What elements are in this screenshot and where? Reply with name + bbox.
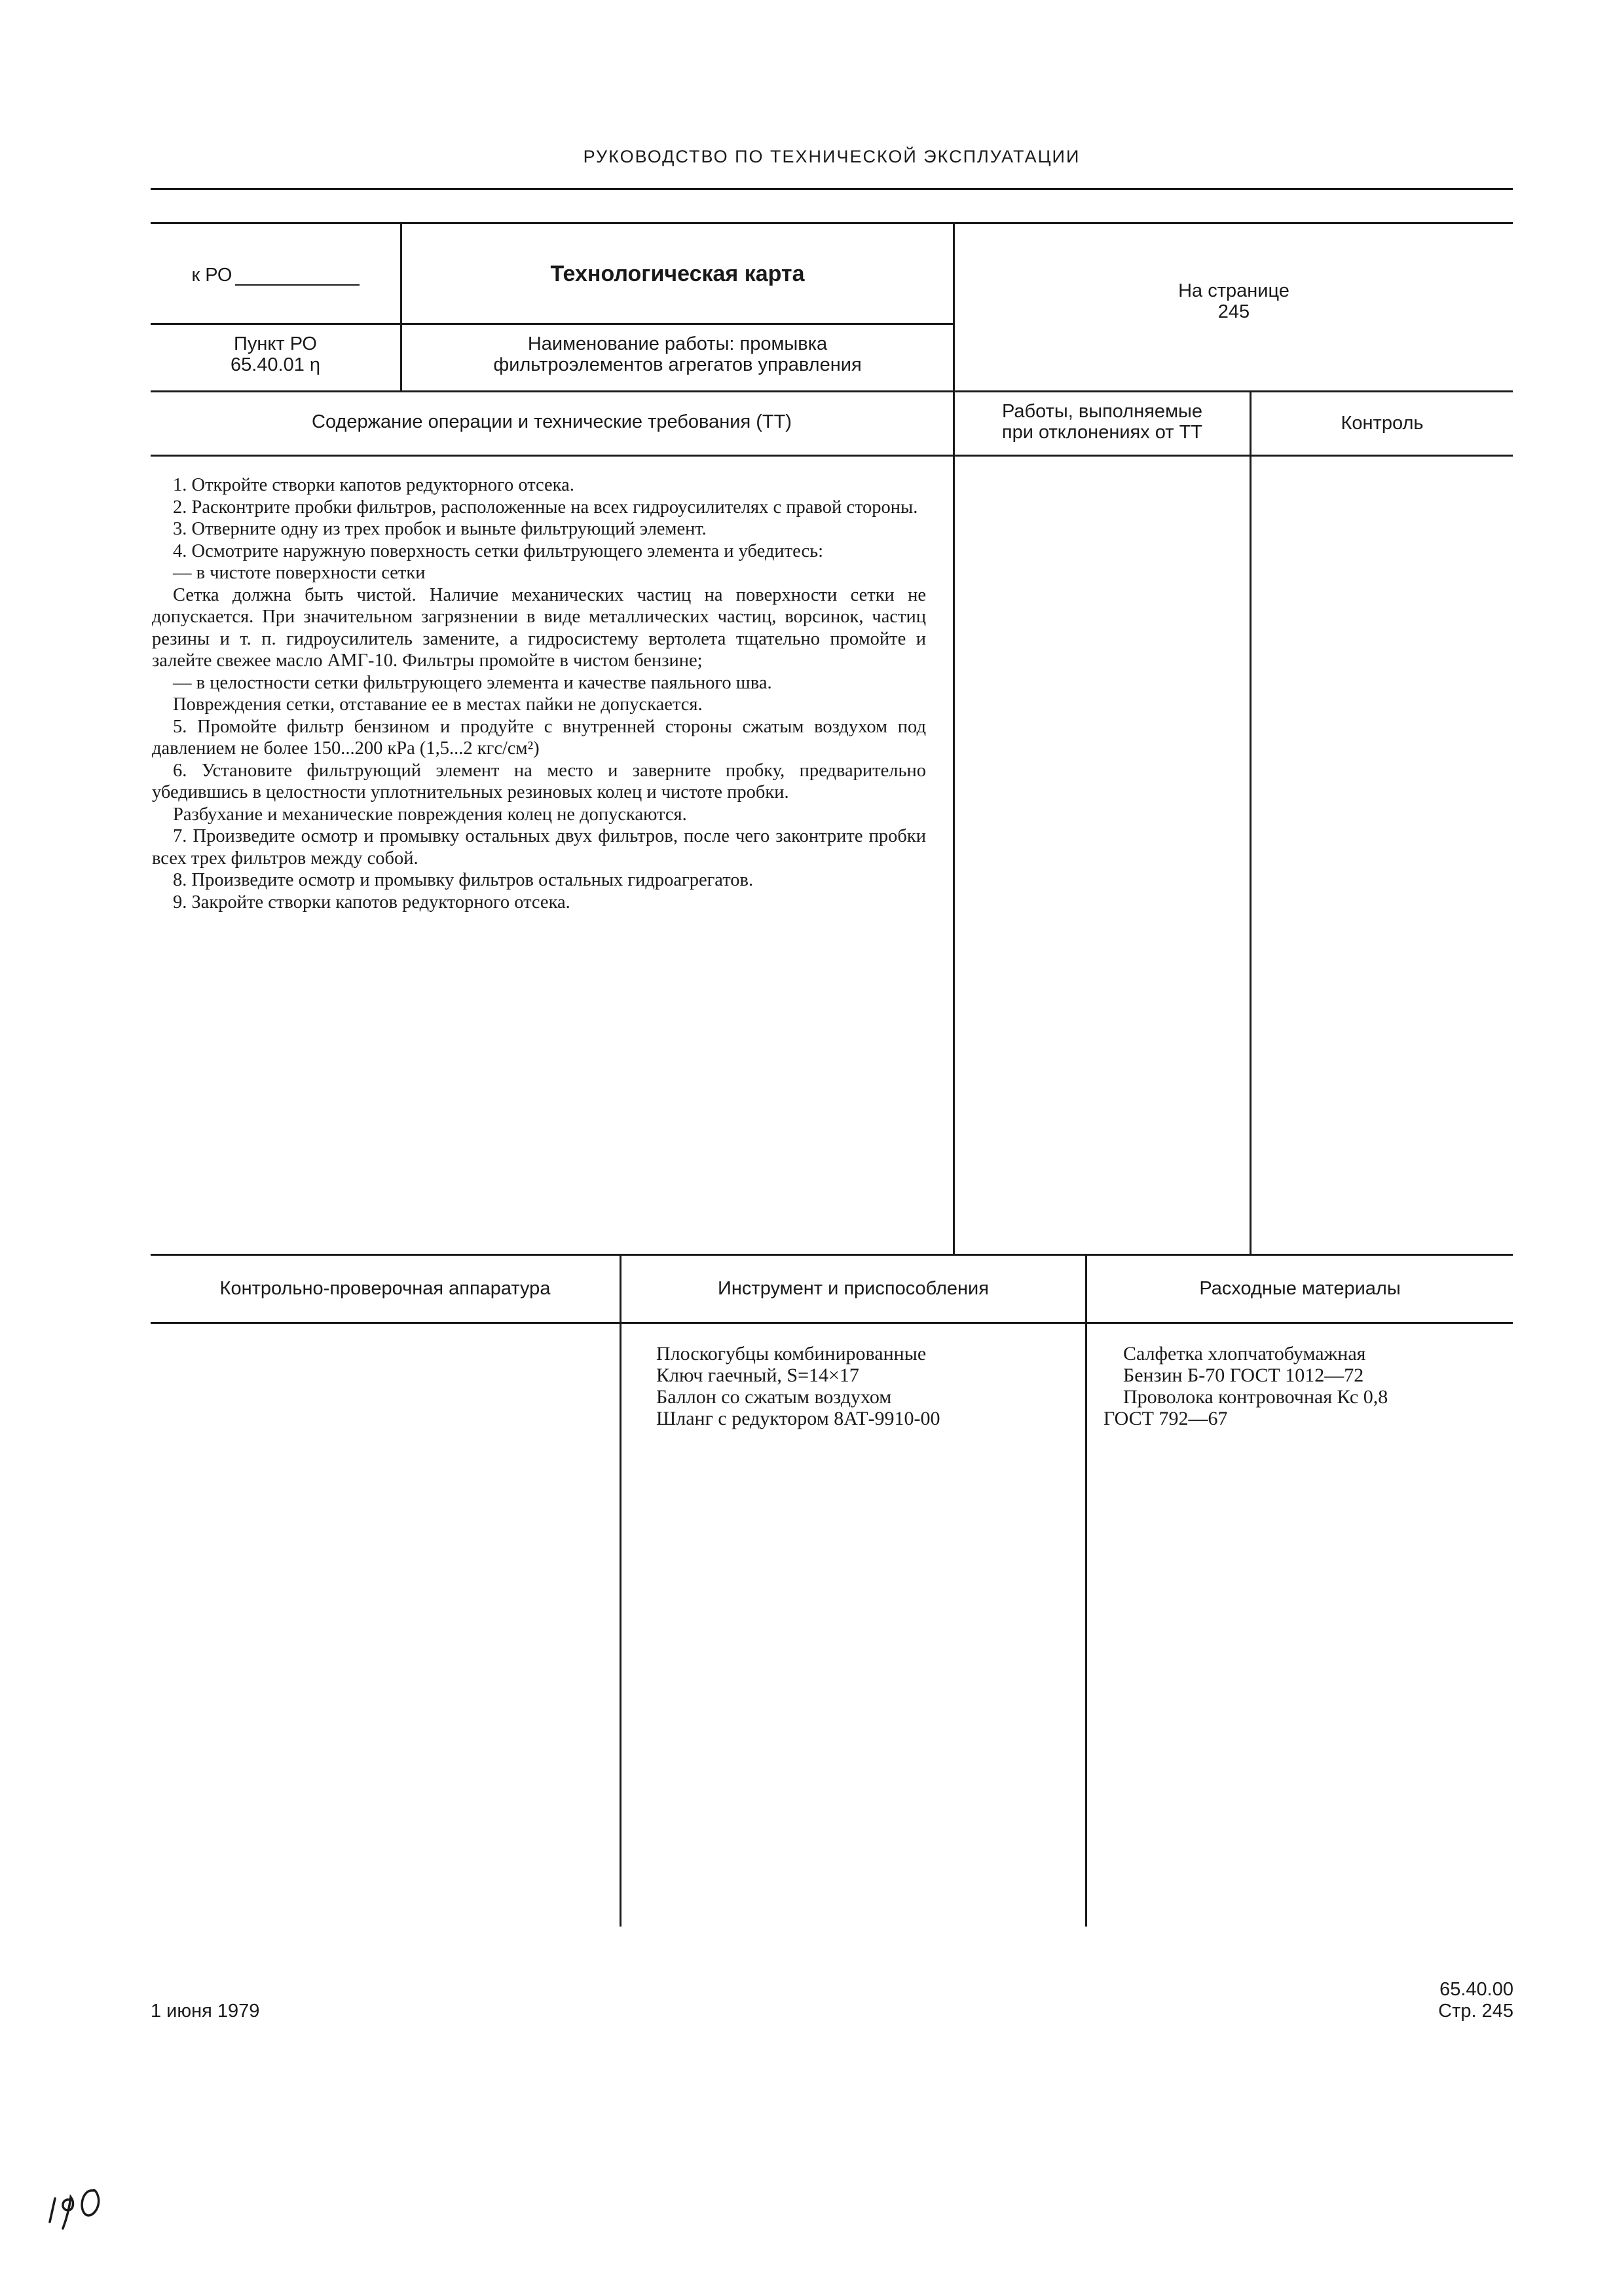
tool-item: Ключ гаечный, S=14×17 [656,1364,859,1386]
handwritten-mark-drawing [41,2174,113,2236]
handwritten-page-mark [41,2174,113,2236]
material-item: ГОСТ 792—67 [1103,1408,1228,1429]
step-9: 9. Закройте створки капотов редукторного отсека. [173,892,570,913]
work-name-line-2: фильтроэлементов агрегатов управления [493,354,862,375]
deviations-line-1: Работы, выполняемые [1002,401,1202,422]
ref-po-label: к РО [191,265,232,286]
column-header-rule [151,455,1513,457]
footer-page: Стр. 245 [1438,2001,1513,2022]
material-item: Салфетка хлопчатобумажная [1123,1343,1366,1364]
on-page-cell [955,280,1513,322]
card-bottom-rule [151,390,1513,392]
control-column-divider [1250,390,1251,1254]
work-name-line-1: Наименование работы: промывка [527,333,828,354]
bottom-header-equipment: Контрольно-проверочная аппаратура [219,1278,551,1299]
running-header: РУКОВОДСТВО ПО ТЕХНИЧЕСКОЙ ЭКСПЛУАТАЦИИ [583,147,1081,166]
header-rule [151,188,1513,190]
item-po-number: 65.40.01 η [230,354,321,375]
step-2: 2. Расконтрите пробки фильтров, расположенные на всех гидроусилителях с правой стороны. [173,497,918,518]
step-7: 7. Произведите осмотр и промывку остальных двух фильтров, после чего законтрите пробки всех трех фильтров между собой. [152,826,926,869]
tool-item: Шланг с редуктором 8АТ-9910-00 [656,1408,940,1429]
card-mid-rule [151,323,955,325]
column-header-control: Контроль [1341,413,1424,434]
step-3: 3. Отверните одну из трех пробок и выньте фильтрующий элемент. [173,519,707,539]
ref-po-blank-line [235,265,360,286]
check-mesh-cleanliness: — в чистоте поверхности сетки [173,563,426,583]
item-po-cell [151,333,400,375]
operation-steps [152,474,926,913]
card-divider-right [953,222,955,1254]
bottom-header-tools: Инструмент и приспособления [718,1278,989,1299]
tool-item: Плоскогубцы комбинированные [656,1343,927,1364]
deviations-line-2: при отклонениях от ТТ [1001,422,1203,443]
bottom-divider-right [1085,1254,1087,1927]
bottom-header-rule [151,1322,1513,1324]
step-8: 8. Произведите осмотр и промывку фильтров остальных гидроагрегатов. [173,870,754,890]
item-po-label: Пункт РО [234,333,317,354]
ref-po-cell [151,265,400,286]
footer-section: 65.40.00 [1439,1979,1513,2000]
bottom-divider-left [620,1254,621,1927]
mesh-damage-requirement: Повреждения сетки, отставание ее в местах пайки не допускается. [173,694,703,715]
step-5: 5. Промойте фильтр бензином и продуйте с внутренней стороны сжатым воздухом под давлением не более 150...200 кРа (1,5...2 кгс/см²) [152,716,926,759]
card-top-border [151,222,1513,224]
step-1: 1. Откройте створки капотов редукторного отсека. [173,475,574,495]
tools-list [656,1343,940,1429]
footer-date: 1 июня 1979 [151,2001,260,2022]
on-page-label: На странице [1178,280,1289,301]
check-mesh-integrity: — в целостности сетки фильтрующего элемента и качестве паяльного шва. [173,672,772,693]
step-6: 6. Установите фильтрующий элемент на место и заверните пробку, предварительно убедившись в целостности уплотнительных резиновых колец и чистоте пробки. [152,760,926,802]
column-header-content: Содержание операции и технические требования (ТТ) [312,411,792,432]
material-item: Бензин Б-70 ГОСТ 1012—72 [1123,1364,1364,1386]
on-page-number: 245 [1217,301,1250,322]
step-4: 4. Осмотрите наружную поверхность сетки фильтрующего элемента и убедитесь: [173,540,824,561]
material-item: Проволока контровочная Кс 0,8 [1123,1386,1388,1408]
card-title: Технологическая карта [550,261,805,286]
rings-requirement: Разбухание и механические повреждения колец не допускаются. [173,804,687,825]
tool-item: Баллон со сжатым воздухом [656,1386,892,1408]
footer-page-ref [1438,1979,1513,2022]
work-name-cell [402,333,953,375]
main-table-bottom-rule [151,1254,1513,1256]
column-header-deviations [955,401,1250,443]
mesh-cleanliness-requirement: Сетка должна быть чистой. Наличие механических частиц на поверхности сетки не допускается. При значительном загрязнении в виде металлических частиц, ворсинок, частиц резины и т. п. гидроусилитель замените, а гидросистему вертолета тщательно промойте и залейте свежее масло АМГ-10. Фильтры промойте в чистом бензине; [152,584,926,671]
bottom-header-materials: Расходные материалы [1199,1278,1401,1299]
materials-list [1103,1343,1388,1429]
